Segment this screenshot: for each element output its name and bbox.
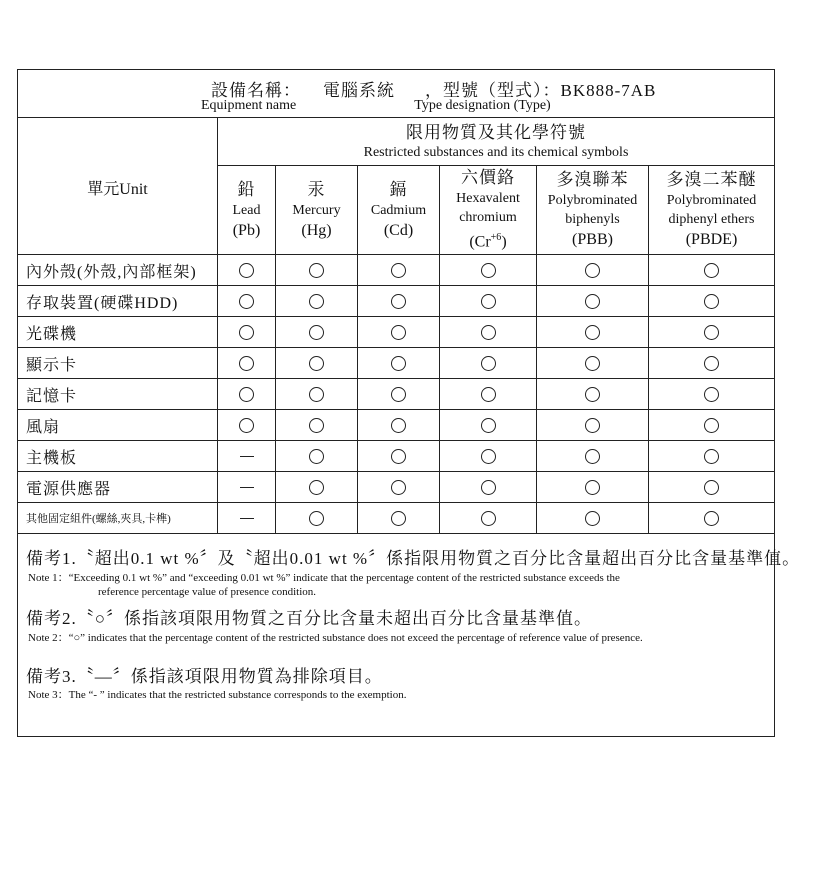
circle-mark-icon [704, 294, 719, 309]
substance-name-zh: 六價鉻 [461, 167, 515, 187]
circle-mark-icon [585, 418, 600, 433]
circle-mark-icon [309, 263, 324, 278]
presence-cell [276, 348, 358, 379]
title-cell [18, 70, 775, 118]
circle-mark-icon [585, 480, 600, 495]
table-row [18, 441, 775, 472]
presence-cell [440, 255, 537, 286]
circle-mark-icon [239, 356, 254, 371]
presence-cell [537, 286, 649, 317]
type-value: BK888-7AB [560, 81, 657, 100]
rohs-declaration-table [17, 69, 801, 737]
title-line-en [201, 98, 551, 114]
unit-label: 電源供應器 [18, 472, 218, 503]
presence-cell [218, 255, 276, 286]
circle-mark-icon [391, 449, 406, 464]
substance-symbol: (Hg) [301, 221, 332, 239]
unit-label: 記憶卡 [18, 379, 218, 410]
circle-mark-icon [704, 356, 719, 371]
substance-name-en-continued: diphenyl ethers [668, 212, 755, 227]
substance-symbol: (PBB) [572, 231, 613, 248]
substance-name-en: Polybrominated [666, 193, 757, 208]
circle-mark-icon [481, 294, 496, 309]
presence-cell [537, 317, 649, 348]
unit-label: 光碟機 [18, 317, 218, 348]
presence-cell [440, 286, 537, 317]
equipment-name-label-en: Equipment name [201, 98, 297, 113]
presence-cell [440, 379, 537, 410]
restricted-substances-en: Restricted substances and its chemical symbols [363, 144, 629, 160]
circle-mark-icon [481, 480, 496, 495]
presence-cell [649, 441, 775, 472]
note3-en: Note 3：The “- ” indicates that the restricted substance corresponds to the exemption. [28, 689, 407, 701]
circle-mark-icon [391, 294, 406, 309]
note1-en-continued: reference percentage value of presence condition. [98, 586, 317, 598]
note3-zh: 備考3.〝—〞係指該項限用物質為排除項目。 [26, 667, 383, 686]
substance-header-2 [358, 166, 440, 255]
circle-mark-icon [704, 449, 719, 464]
unit-label: 風扇 [18, 410, 218, 441]
table-row [18, 379, 775, 410]
type-label-en: Type designation (Type) [414, 98, 551, 113]
dash-mark-icon [240, 456, 254, 457]
circle-mark-icon [309, 480, 324, 495]
circle-mark-icon [239, 325, 254, 340]
note2-en: Note 2：“○” indicates that the percentage content of the restricted substance does not exceed the percentage of reference value of presence. [28, 632, 643, 644]
circle-mark-icon [585, 511, 600, 526]
circle-mark-icon [391, 356, 406, 371]
substance-symbol: (PBDE) [685, 231, 738, 248]
restricted-substances-header [218, 118, 775, 166]
circle-mark-icon [481, 418, 496, 433]
presence-cell [218, 503, 276, 534]
unit-column-header: 單元Unit [18, 118, 218, 255]
presence-cell [218, 348, 276, 379]
substance-header-1 [276, 166, 358, 255]
substance-header-5 [649, 166, 775, 255]
circle-mark-icon [585, 294, 600, 309]
presence-cell [276, 472, 358, 503]
circle-mark-icon [239, 263, 254, 278]
circle-mark-icon [704, 418, 719, 433]
presence-cell [276, 255, 358, 286]
circle-mark-icon [309, 511, 324, 526]
equipment-name-label-zh: 設備名稱： [211, 81, 301, 100]
presence-cell [649, 348, 775, 379]
presence-cell [358, 255, 440, 286]
presence-cell [649, 255, 775, 286]
circle-mark-icon [704, 387, 719, 402]
circle-mark-icon [704, 511, 719, 526]
dash-mark-icon [240, 518, 254, 519]
note1-zh: 備考1.〝超出0.1 wt %〞及〝超出0.01 wt %〞係指限用物質之百分比含量超出百分比含量基準值。 [26, 549, 801, 568]
table-row [18, 317, 775, 348]
presence-cell [537, 410, 649, 441]
substance-symbol: (Cd) [383, 221, 414, 239]
substance-name-zh: 汞 [307, 179, 326, 199]
restricted-substances-zh: 限用物質及其化學符號 [406, 122, 586, 142]
circle-mark-icon [481, 325, 496, 340]
substance-header-3 [440, 166, 537, 255]
presence-cell [649, 379, 775, 410]
substance-name-en: Hexavalent [456, 190, 520, 206]
circle-mark-icon [309, 294, 324, 309]
unit-label: 顯示卡 [18, 348, 218, 379]
circle-mark-icon [309, 387, 324, 402]
circle-mark-icon [704, 325, 719, 340]
circle-mark-icon [481, 356, 496, 371]
circle-mark-icon [239, 294, 254, 309]
circle-mark-icon [309, 325, 324, 340]
presence-cell [649, 317, 775, 348]
circle-mark-icon [481, 449, 496, 464]
table-row [18, 348, 775, 379]
substance-name-en: Polybrominated [547, 193, 638, 208]
circle-mark-icon [391, 263, 406, 278]
unit-label: 主機板 [18, 441, 218, 472]
presence-cell [358, 503, 440, 534]
presence-cell [440, 441, 537, 472]
presence-cell [358, 286, 440, 317]
circle-mark-icon [481, 511, 496, 526]
table-row [18, 503, 775, 534]
circle-mark-icon [309, 418, 324, 433]
dash-mark-icon [240, 487, 254, 488]
unit-rows [18, 255, 775, 534]
presence-cell [358, 317, 440, 348]
circle-mark-icon [391, 325, 406, 340]
substance-name-zh: 鎘 [389, 179, 408, 199]
presence-cell [440, 472, 537, 503]
circle-mark-icon [391, 418, 406, 433]
presence-cell [276, 317, 358, 348]
substance-name-zh: 多溴二苯醚 [666, 170, 757, 189]
circle-mark-icon [585, 263, 600, 278]
unit-label: 其他固定組件(螺絲,夾具,卡榫) [18, 503, 218, 534]
presence-cell [358, 441, 440, 472]
circle-mark-icon [585, 356, 600, 371]
circle-mark-icon [239, 387, 254, 402]
note1-en: Note 1：“Exceeding 0.1 wt %” and “exceeding 0.01 wt %” indicate that the percentage content of the restricted substance exceeds the [28, 572, 620, 584]
substance-symbol: $(Cr^{+6})$ [469, 231, 507, 251]
table-row [18, 410, 775, 441]
presence-cell [649, 286, 775, 317]
table-row [18, 286, 775, 317]
presence-cell [276, 503, 358, 534]
presence-cell [537, 503, 649, 534]
presence-cell [218, 441, 276, 472]
circle-mark-icon [239, 418, 254, 433]
presence-cell [649, 410, 775, 441]
substance-symbol: (Pb) [232, 221, 261, 239]
circle-mark-icon [704, 480, 719, 495]
presence-cell [358, 348, 440, 379]
circle-mark-icon [481, 387, 496, 402]
type-label-zh: ，型號（型式）： [425, 81, 561, 100]
presence-cell [358, 379, 440, 410]
presence-cell [440, 348, 537, 379]
table-row [18, 255, 775, 286]
substance-name-en: Mercury [292, 202, 341, 218]
unit-label: 內外殼(外殼,內部框架) [18, 255, 218, 286]
presence-cell [218, 410, 276, 441]
presence-cell [649, 472, 775, 503]
presence-cell [358, 472, 440, 503]
presence-cell [358, 410, 440, 441]
presence-cell [440, 317, 537, 348]
notes-cell [18, 534, 801, 737]
substance-name-zh: 鉛 [237, 179, 256, 199]
presence-cell [276, 410, 358, 441]
substance-name-en-continued: chromium [459, 209, 517, 225]
circle-mark-icon [585, 325, 600, 340]
table-row [18, 472, 775, 503]
substance-name-en-continued: biphenyls [565, 212, 620, 227]
circle-mark-icon [585, 387, 600, 402]
presence-cell [218, 472, 276, 503]
presence-cell [537, 348, 649, 379]
circle-mark-icon [704, 263, 719, 278]
presence-cell [218, 286, 276, 317]
circle-mark-icon [309, 449, 324, 464]
presence-cell [276, 441, 358, 472]
circle-mark-icon [391, 480, 406, 495]
circle-mark-icon [309, 356, 324, 371]
circle-mark-icon [391, 511, 406, 526]
substance-name-zh: 多溴聯苯 [556, 170, 629, 189]
presence-cell [537, 472, 649, 503]
note2-zh: 備考2.〝○〞係指該項限用物質之百分比含量未超出百分比含量基準值。 [26, 609, 593, 628]
presence-cell [537, 379, 649, 410]
circle-mark-icon [585, 449, 600, 464]
presence-cell [218, 379, 276, 410]
substance-header-0 [218, 166, 276, 255]
circle-mark-icon [481, 263, 496, 278]
substance-name-en: Cadmium [370, 202, 427, 218]
presence-cell [537, 255, 649, 286]
presence-cell [537, 441, 649, 472]
equipment-name-value: 電腦系統 [323, 81, 395, 100]
presence-cell [649, 503, 775, 534]
circle-mark-icon [391, 387, 406, 402]
presence-cell [276, 286, 358, 317]
presence-cell [276, 379, 358, 410]
unit-label: 存取裝置(硬碟HDD) [18, 286, 218, 317]
presence-cell [440, 410, 537, 441]
substance-header-4 [537, 166, 649, 255]
substance-name-en: Lead [232, 202, 261, 218]
presence-cell [440, 503, 537, 534]
presence-cell [218, 317, 276, 348]
